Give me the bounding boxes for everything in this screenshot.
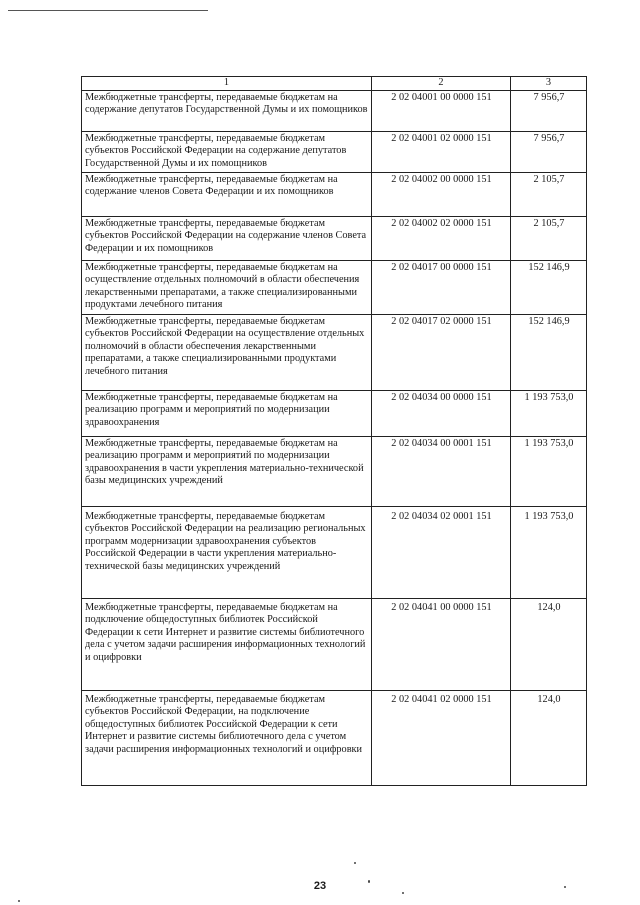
- table-row: [82, 436, 587, 506]
- table-row: [82, 598, 587, 690]
- row-code: 2 02 04034 00 0000 151: [372, 390, 511, 436]
- row-amount: 2 105,7: [511, 216, 587, 260]
- row-amount: 2 105,7: [511, 172, 587, 216]
- row-amount: 1 193 753,0: [511, 436, 587, 506]
- page-number: 23: [313, 880, 327, 892]
- scan-speck: [18, 900, 20, 902]
- column-header-1: 1: [82, 77, 372, 91]
- header-row: [82, 77, 587, 91]
- row-description: Межбюджетные трансферты, передаваемые бюджетам на подключение общедоступных библиотек Российской Федерации к сети Интернет и развитие системы библиотечного дела с учетом задачи расширения информационных технологий и оцифровки: [82, 598, 372, 690]
- row-description: Межбюджетные трансферты, передаваемые бюджетам субъектов Российской Федерации на реализацию региональных программ модернизации здравоохранения субъектов Российской Федерации в части укрепления материально-технической базы медицинских учреждений: [82, 506, 372, 598]
- table-row: [82, 90, 587, 131]
- column-header-2: 2: [372, 77, 511, 91]
- row-amount: 152 146,9: [511, 260, 587, 314]
- top-rule: [8, 10, 208, 11]
- row-description: Межбюджетные трансферты, передаваемые бюджетам субъектов Российской Федерации на содержание членов Совета Федерации и их помощников: [82, 216, 372, 260]
- table-row: [82, 216, 587, 260]
- table-row: [82, 172, 587, 216]
- row-amount: 7 956,7: [511, 90, 587, 131]
- row-code: 2 02 04001 00 0000 151: [372, 90, 511, 131]
- row-amount: 1 193 753,0: [511, 506, 587, 598]
- row-description: Межбюджетные трансферты, передаваемые бюджетам на реализацию программ и мероприятий по модернизации здравоохранения: [82, 390, 372, 436]
- scan-speck: [354, 862, 356, 864]
- row-code: 2 02 04002 00 0000 151: [372, 172, 511, 216]
- table-row: [82, 314, 587, 390]
- row-description: Межбюджетные трансферты, передаваемые бюджетам на осуществление отдельных полномочий в области обеспечения лекарственными препаратами, а также специализированными продуктами лечебного питания: [82, 260, 372, 314]
- row-description: Межбюджетные трансферты, передаваемые бюджетам субъектов Российской Федерации на осуществление отдельных полномочий в области обеспечения лекарственными препаратами, а также специализированными продуктами лечебного питания: [82, 314, 372, 390]
- table-row: [82, 690, 587, 785]
- table-row: [82, 260, 587, 314]
- row-amount: 152 146,9: [511, 314, 587, 390]
- row-amount: 1 193 753,0: [511, 390, 587, 436]
- row-description: Межбюджетные трансферты, передаваемые бюджетам на содержание членов Совета Федерации и их помощников: [82, 172, 372, 216]
- row-code: 2 02 04002 02 0000 151: [372, 216, 511, 260]
- row-code: 2 02 04017 00 0000 151: [372, 260, 511, 314]
- table-row: [82, 390, 587, 436]
- budget-transfers-table: [81, 76, 587, 786]
- row-description: Межбюджетные трансферты, передаваемые бюджетам субъектов Российской Федерации на содержание депутатов Государственной Думы и их помощников: [82, 131, 372, 172]
- row-amount: 124,0: [511, 690, 587, 785]
- row-code: 2 02 04034 02 0001 151: [372, 506, 511, 598]
- row-description: Межбюджетные трансферты, передаваемые бюджетам на реализацию программ и мероприятий по модернизации здравоохранения в части укрепления материально-технической базы медицинских учреждений: [82, 436, 372, 506]
- row-code: 2 02 04041 02 0000 151: [372, 690, 511, 785]
- row-code: 2 02 04001 02 0000 151: [372, 131, 511, 172]
- row-amount: 7 956,7: [511, 131, 587, 172]
- table-row: [82, 506, 587, 598]
- table-row: [82, 131, 587, 172]
- row-description: Межбюджетные трансферты, передаваемые бюджетам на содержание депутатов Государственной Думы и их помощников: [82, 90, 372, 131]
- scan-speck: [402, 892, 404, 894]
- row-code: 2 02 04017 02 0000 151: [372, 314, 511, 390]
- row-code: 2 02 04041 00 0000 151: [372, 598, 511, 690]
- column-header-3: 3: [511, 77, 587, 91]
- row-amount: 124,0: [511, 598, 587, 690]
- row-code: 2 02 04034 00 0001 151: [372, 436, 511, 506]
- row-description: Межбюджетные трансферты, передаваемые бюджетам субъектов Российской Федерации, на подключение общедоступных библиотек Российской Федерации к сети Интернет и развитие системы библиотечного дела с учетом задачи расширения информационных технологий и оцифровки: [82, 690, 372, 785]
